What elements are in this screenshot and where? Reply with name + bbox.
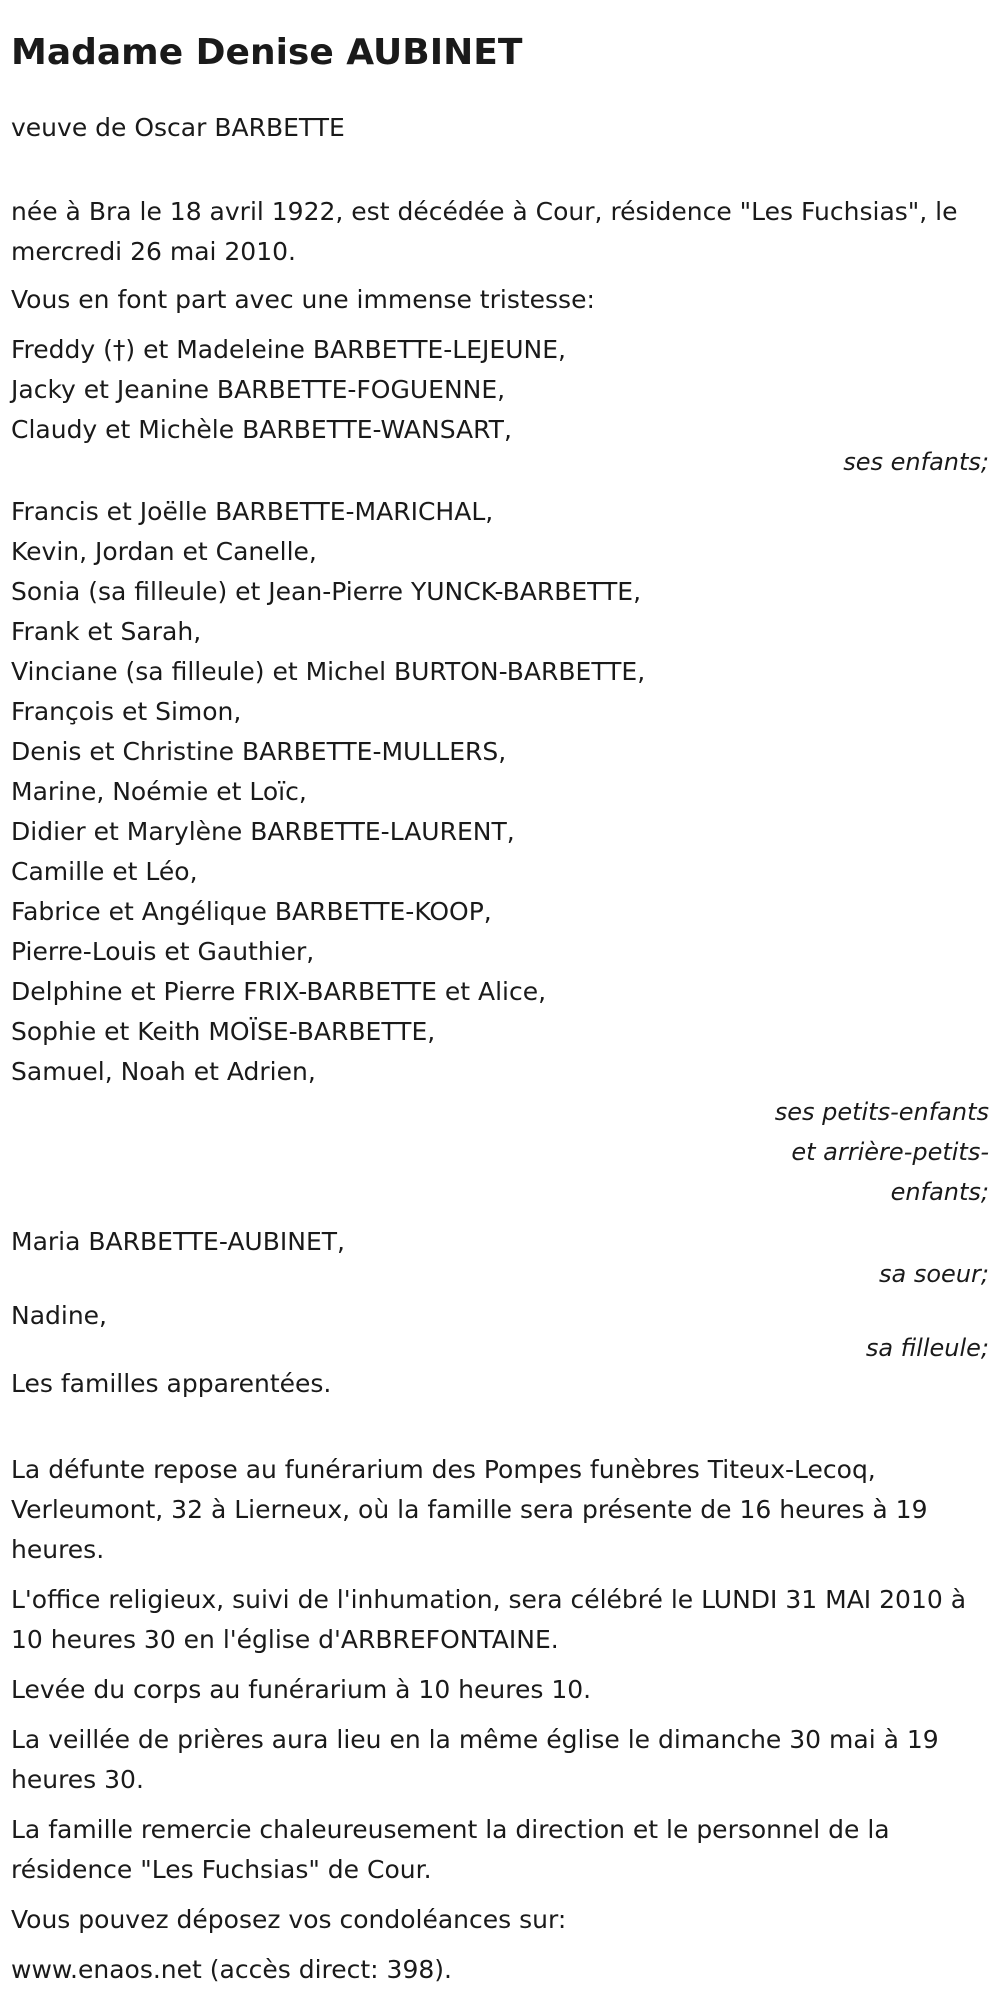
list-item: Sophie et Keith MOÏSE-BARBETTE, xyxy=(11,1017,436,1046)
list-item: Samuel, Noah et Adrien, xyxy=(11,1057,316,1086)
list-item: Sonia (sa filleule) et Jean-Pierre YUNCK-BARBETTE, xyxy=(11,577,642,606)
office-text: L'office religieux, suivi de l'inhumation, sera célébré le LUNDI 31 MAI 2010 à 10 heures 30 en l'église d'ARBREFONTAINE. xyxy=(11,1585,967,1654)
list-item: Freddy (†) et Madeleine BARBETTE-LEJEUNE, xyxy=(11,335,566,364)
list-item: Francis et Joëlle BARBETTE-MARICHAL, xyxy=(11,497,494,526)
list-item: Vinciane (sa filleule) et Michel BURTON-BARBETTE, xyxy=(11,657,646,686)
children-role: ses enfants; xyxy=(843,448,989,476)
condolences-text: Vous pouvez déposez vos condoléances sur: xyxy=(11,1905,567,1934)
goddaughter-role: sa filleule; xyxy=(865,1334,989,1362)
grandchildren-role xyxy=(739,1092,989,1212)
widow-line: veuve de Oscar BARBETTE xyxy=(11,113,345,142)
sister-role: sa soeur; xyxy=(879,1260,989,1288)
sister-name: Maria BARBETTE-AUBINET, xyxy=(11,1227,345,1256)
list-item: Camille et Léo, xyxy=(11,857,198,886)
list-item: Claudy et Michèle BARBETTE-WANSART, xyxy=(11,415,512,444)
list-item: Frank et Sarah, xyxy=(11,617,202,646)
goddaughter-name: Nadine, xyxy=(11,1301,108,1330)
children-group xyxy=(11,330,989,482)
thanks-text: La famille remercie chaleureusement la direction et le personnel de la résidence "Les Fuchsias" de Cour. xyxy=(11,1815,890,1884)
list-item: Didier et Marylène BARBETTE-LAURENT, xyxy=(11,817,515,846)
list-item: Fabrice et Angélique BARBETTE-KOOP, xyxy=(11,897,492,926)
vigil-text: La veillée de prières aura lieu en la même église le dimanche 30 mai à 19 heures 30. xyxy=(11,1725,939,1794)
list-item: François et Simon, xyxy=(11,697,242,726)
grandchildren-role-line: enfants; xyxy=(890,1178,989,1206)
announcement-text: Vous en font part avec une immense tristesse: xyxy=(11,285,595,314)
grandchildren-role-line: ses petits-enfants xyxy=(774,1098,989,1126)
page-title: Madame Denise AUBINET xyxy=(11,32,523,73)
list-item: Marine, Noémie et Loïc, xyxy=(11,777,307,806)
levee-text: Levée du corps au funérarium à 10 heures 10. xyxy=(11,1675,592,1704)
list-item: Denis et Christine BARBETTE-MULLERS, xyxy=(11,737,507,766)
families-text: Les familles apparentées. xyxy=(11,1369,332,1398)
grandchildren-group xyxy=(11,492,989,1212)
website-text: www.enaos.net (accès direct: 398). xyxy=(11,1955,452,1984)
sister-group xyxy=(11,1222,989,1294)
goddaughter-group xyxy=(11,1296,989,1368)
list-item: Kevin, Jordan et Canelle, xyxy=(11,537,317,566)
birth-death-text: née à Bra le 18 avril 1922, est décédée à Cour, résidence "Les Fuchsias", le mercredi 26 mai 2010. xyxy=(11,197,958,266)
list-item: Jacky et Jeanine BARBETTE-FOGUENNE, xyxy=(11,375,506,404)
rest-text: La défunte repose au funérarium des Pompes funèbres Titeux-Lecoq, Verleumont, 32 à Lierneux, où la famille sera présente de 16 heures à 19 heures. xyxy=(11,1455,928,1564)
list-item: Delphine et Pierre FRIX-BARBETTE et Alice, xyxy=(11,977,547,1006)
grandchildren-list xyxy=(11,492,989,1092)
list-item: Pierre-Louis et Gauthier, xyxy=(11,937,315,966)
grandchildren-role-line: et arrière-petits- xyxy=(791,1138,989,1166)
children-list xyxy=(11,330,989,450)
